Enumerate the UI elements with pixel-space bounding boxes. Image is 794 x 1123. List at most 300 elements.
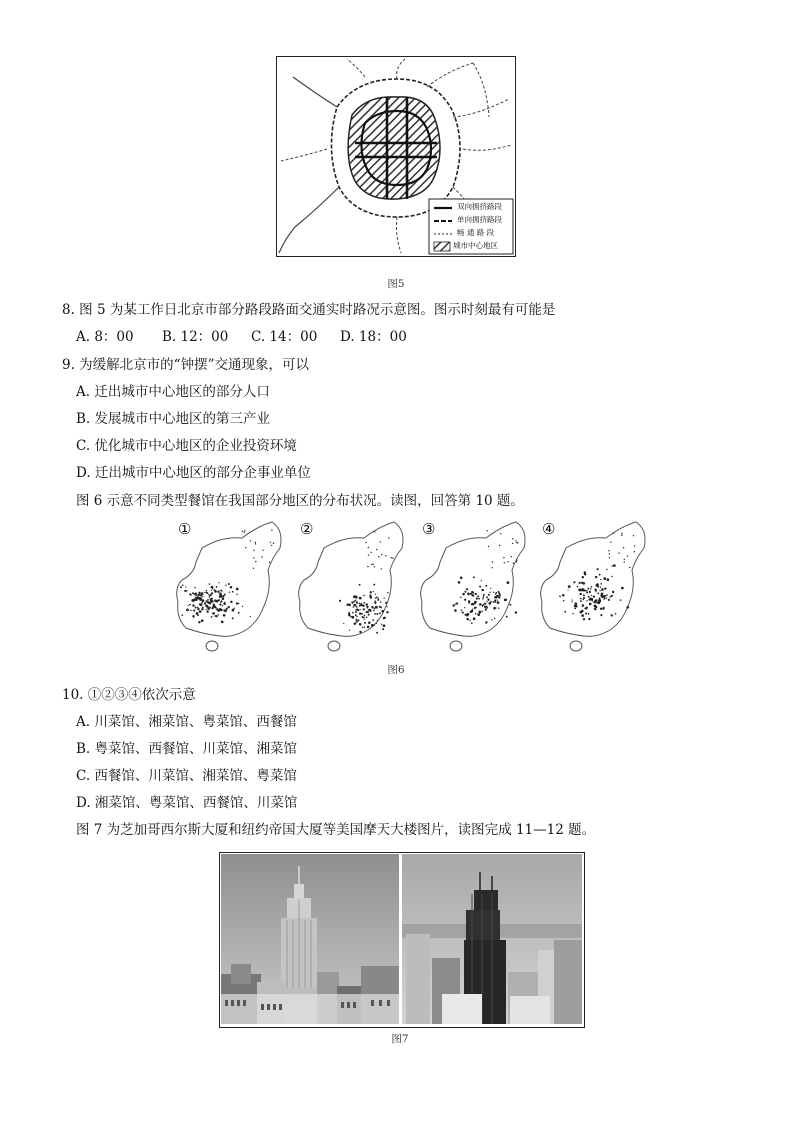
restaurant-dot: [509, 604, 511, 606]
restaurant-dot: [472, 603, 474, 605]
restaurant-dot: [588, 618, 590, 620]
restaurant-dot: [492, 561, 493, 562]
restaurant-dot: [609, 557, 610, 558]
restaurant-dot: [595, 606, 598, 609]
restaurant-dot: [568, 589, 569, 590]
restaurant-dot: [474, 601, 477, 604]
restaurant-dot: [220, 594, 222, 596]
restaurant-dot: [583, 618, 585, 620]
restaurant-dot: [373, 584, 375, 586]
restaurant-dot: [388, 537, 389, 538]
restaurant-dot: [360, 609, 361, 610]
restaurant-dot: [355, 596, 357, 598]
restaurant-dot: [219, 603, 221, 605]
restaurant-dot: [462, 593, 465, 596]
restaurant-dot: [379, 606, 381, 608]
restaurant-dot: [503, 557, 504, 558]
restaurant-dot: [363, 608, 365, 610]
restaurant-dot: [464, 591, 466, 593]
restaurant-dot: [223, 603, 226, 606]
restaurant-dot: [236, 602, 238, 604]
restaurant-dot: [216, 586, 218, 588]
restaurant-dot: [365, 611, 367, 613]
restaurant-dot: [385, 555, 386, 556]
restaurant-dot: [504, 562, 505, 563]
restaurant-dot: [600, 608, 602, 610]
restaurant-dot: [369, 596, 372, 599]
restaurant-dot: [486, 606, 487, 607]
restaurant-dot: [611, 614, 613, 616]
restaurant-dot: [482, 598, 484, 600]
restaurant-dot: [381, 554, 382, 555]
restaurant-dot: [609, 596, 611, 598]
restaurant-dot: [597, 602, 599, 604]
restaurant-dot: [196, 612, 199, 615]
restaurant-dot: [208, 594, 209, 595]
restaurant-dot: [373, 610, 375, 612]
restaurant-dot: [192, 604, 194, 606]
restaurant-dot: [212, 588, 213, 589]
restaurant-dot: [586, 592, 588, 594]
restaurant-dot: [222, 597, 225, 600]
restaurant-dot: [578, 582, 580, 584]
restaurant-dot: [498, 591, 500, 593]
restaurant-dot: [368, 554, 369, 555]
restaurant-dot: [582, 576, 584, 578]
restaurant-dot: [485, 621, 487, 623]
restaurant-dot: [181, 614, 183, 616]
restaurant-dot: [477, 595, 479, 597]
restaurant-dot: [230, 601, 232, 603]
restaurant-dot: [193, 610, 195, 612]
restaurant-dot: [478, 598, 480, 600]
restaurant-dot: [621, 587, 624, 590]
restaurant-dot: [360, 603, 362, 605]
restaurant-dot: [507, 561, 508, 562]
restaurant-dot: [600, 614, 602, 616]
restaurant-dot: [481, 580, 482, 581]
restaurant-dot: [454, 609, 457, 612]
restaurant-dot: [583, 597, 585, 599]
restaurant-dot: [378, 598, 379, 599]
restaurant-dot: [376, 597, 378, 599]
restaurant-dot: [366, 607, 368, 609]
restaurant-dot: [611, 576, 612, 577]
restaurant-dot: [490, 588, 491, 589]
restaurant-dot: [387, 592, 388, 593]
restaurant-dot: [196, 597, 199, 600]
restaurant-dot: [505, 599, 507, 601]
restaurant-dot: [218, 614, 219, 615]
restaurant-dot: [375, 593, 376, 594]
restaurant-dot: [362, 605, 364, 607]
restaurant-dot: [195, 607, 197, 609]
restaurant-dot: [599, 590, 600, 591]
restaurant-dot: [373, 591, 374, 592]
restaurant-dot: [362, 627, 363, 628]
restaurant-dot: [458, 581, 461, 584]
restaurant-dot: [575, 605, 577, 607]
restaurant-dot: [352, 616, 355, 619]
restaurant-dot: [460, 597, 462, 599]
restaurant-dot: [609, 553, 610, 554]
restaurant-dot: [365, 542, 366, 543]
china-map-4: [536, 518, 654, 656]
restaurant-dot: [621, 533, 622, 534]
restaurant-dot: [198, 621, 200, 623]
restaurant-dot: [634, 551, 635, 552]
restaurant-dot: [615, 613, 617, 615]
restaurant-dot: [599, 574, 601, 576]
restaurant-dot: [603, 577, 606, 580]
restaurant-dot: [209, 607, 211, 609]
restaurant-dot: [236, 594, 237, 595]
restaurant-dot: [356, 601, 358, 603]
q10-option-c: C. 西餐馆、川菜馆、湘菜馆、粤菜馆: [76, 768, 297, 784]
restaurant-dot: [202, 596, 203, 597]
restaurant-dot: [581, 610, 584, 613]
question-9-stem: 9. 为缓解北京市的“钟摆”交通现象，可以: [62, 357, 309, 373]
restaurant-dot: [190, 609, 192, 611]
restaurant-dot: [627, 606, 630, 609]
restaurant-dot: [206, 609, 207, 610]
restaurant-dot: [600, 587, 601, 588]
restaurant-dot: [381, 568, 382, 569]
restaurant-dot: [374, 607, 376, 609]
restaurant-dot: [461, 609, 463, 611]
china-map-1: [172, 518, 290, 656]
figure-7-intro: 图 7 为芝加哥西尔斯大厦和纽约帝国大厦等美国摩天大楼图片，读图完成 11—12 题。: [76, 822, 596, 838]
restaurant-dot: [200, 603, 202, 605]
restaurant-dot: [494, 618, 495, 619]
restaurant-dot: [211, 586, 214, 589]
restaurant-dot: [193, 593, 194, 594]
restaurant-dot: [384, 598, 385, 599]
q8-option-d: D. 18：00: [340, 329, 407, 345]
restaurant-dot: [370, 552, 371, 553]
restaurant-dot: [214, 613, 215, 614]
restaurant-dot: [386, 611, 388, 613]
q10-option-d: D. 湘菜馆、粤菜馆、西餐馆、川菜馆: [76, 795, 298, 811]
restaurant-dot: [348, 603, 351, 606]
restaurant-dot: [562, 594, 565, 597]
restaurant-dot: [214, 590, 217, 593]
restaurant-dot: [244, 530, 245, 531]
restaurant-dot: [494, 601, 496, 603]
restaurant-dot: [499, 593, 501, 595]
restaurant-dot: [211, 590, 212, 591]
restaurant-dot: [580, 593, 582, 595]
restaurant-dot: [261, 556, 262, 557]
restaurant-dot: [600, 594, 603, 597]
restaurant-dot: [601, 588, 603, 590]
restaurant-dot: [564, 611, 566, 613]
restaurant-dot: [484, 603, 486, 605]
restaurant-dot: [371, 606, 373, 608]
restaurant-dot: [204, 592, 205, 593]
restaurant-dot: [499, 545, 500, 546]
q9-option-c: C. 优化城市中心地区的企业投资环境: [76, 438, 297, 454]
restaurant-dot: [220, 601, 221, 602]
restaurant-dot: [371, 624, 374, 627]
restaurant-dot: [589, 603, 592, 606]
restaurant-dot: [498, 596, 500, 598]
restaurant-dot: [224, 594, 226, 596]
restaurant-dot: [516, 561, 517, 562]
restaurant-dot: [591, 586, 593, 588]
restaurant-dot: [182, 584, 184, 586]
restaurant-dot: [613, 564, 616, 567]
restaurant-dot: [250, 540, 251, 541]
restaurant-dot: [188, 605, 189, 606]
restaurant-dot: [597, 593, 599, 595]
restaurant-dot: [577, 586, 579, 588]
restaurant-dot: [488, 602, 491, 605]
restaurant-dot: [206, 600, 208, 602]
restaurant-dot: [364, 626, 365, 627]
restaurant-dot: [224, 610, 227, 613]
restaurant-dot: [493, 592, 494, 593]
restaurant-dot: [600, 579, 601, 580]
restaurant-dot: [624, 561, 625, 562]
restaurant-dot: [353, 604, 356, 607]
restaurant-dot: [207, 611, 209, 613]
restaurant-dot: [586, 600, 587, 601]
restaurant-dot: [618, 553, 619, 554]
restaurant-dot: [589, 591, 591, 593]
restaurant-dot: [202, 607, 204, 609]
restaurant-dot: [374, 566, 375, 567]
restaurant-dot: [354, 600, 356, 602]
restaurant-dot: [475, 613, 477, 615]
restaurant-dot: [471, 594, 473, 596]
restaurant-dot: [377, 620, 378, 621]
restaurant-dot: [374, 602, 376, 604]
restaurant-dot: [359, 584, 361, 586]
restaurant-dot: [354, 623, 356, 625]
restaurant-dot: [366, 617, 368, 619]
restaurant-dot: [492, 567, 493, 568]
restaurant-dot: [594, 589, 597, 592]
restaurant-dot: [620, 599, 622, 601]
restaurant-dot: [466, 614, 468, 616]
restaurant-dot: [623, 547, 624, 548]
restaurant-dot: [376, 549, 377, 550]
restaurant-dot: [482, 605, 484, 607]
restaurant-dot: [370, 591, 372, 593]
restaurant-dot: [580, 600, 582, 602]
restaurant-dot: [221, 590, 223, 592]
q10-option-b: B. 粤菜馆、西餐馆、川菜馆、湘菜馆: [76, 741, 298, 757]
restaurant-dot: [201, 619, 204, 622]
restaurant-dot: [184, 590, 186, 592]
restaurant-dot: [517, 542, 518, 543]
restaurant-dot: [372, 619, 374, 621]
restaurant-dot: [186, 609, 189, 612]
photo-empire-state-building: [221, 854, 399, 1024]
restaurant-dot: [466, 588, 468, 590]
restaurant-dot: [599, 600, 602, 603]
restaurant-dot: [230, 586, 233, 589]
restaurant-dot: [232, 617, 234, 619]
restaurant-dot: [610, 541, 611, 542]
restaurant-dot: [368, 547, 369, 548]
restaurant-dot: [381, 624, 382, 625]
restaurant-dot: [455, 603, 457, 605]
restaurant-dot: [512, 538, 513, 539]
restaurant-dot: [479, 603, 482, 606]
restaurant-dot: [612, 565, 613, 566]
restaurant-dot: [383, 617, 385, 619]
restaurant-dot: [366, 606, 367, 607]
restaurant-dot: [369, 609, 371, 611]
restaurant-dot: [583, 594, 585, 596]
restaurant-dot: [358, 603, 360, 605]
restaurant-dot: [201, 599, 203, 601]
restaurant-dot: [493, 601, 495, 603]
restaurant-dot: [629, 567, 630, 568]
restaurant-dot: [364, 618, 365, 619]
q9-option-a: A. 迁出城市中心地区的部分人口: [76, 384, 270, 400]
restaurant-dot: [608, 599, 610, 601]
restaurant-dot: [571, 601, 572, 602]
restaurant-dot: [209, 583, 211, 585]
restaurant-dot: [486, 607, 488, 609]
restaurant-dot: [580, 598, 582, 600]
restaurant-dot: [273, 543, 274, 544]
restaurant-dot: [584, 573, 586, 575]
restaurant-dot: [378, 556, 379, 557]
restaurant-dot: [495, 607, 496, 608]
restaurant-dot: [359, 612, 361, 614]
restaurant-dot: [197, 607, 199, 609]
restaurant-dot: [348, 612, 350, 614]
figure-6-caption: 图6: [387, 664, 405, 676]
restaurant-dot: [352, 612, 354, 614]
restaurant-dot: [608, 550, 609, 551]
restaurant-dot: [359, 597, 362, 600]
restaurant-dot: [374, 613, 376, 615]
restaurant-dot: [238, 612, 240, 614]
restaurant-dot: [597, 586, 599, 588]
restaurant-dot: [605, 595, 606, 596]
restaurant-dot: [464, 607, 465, 608]
restaurant-dot: [484, 606, 486, 608]
map-label-1: ①: [178, 520, 192, 538]
restaurant-dot: [204, 602, 206, 604]
restaurant-dot: [253, 568, 254, 569]
restaurant-dot: [225, 585, 226, 586]
restaurant-dot: [597, 584, 599, 586]
restaurant-dot: [559, 595, 561, 597]
restaurant-dot: [597, 568, 599, 570]
figure-7-caption: 图7: [391, 1033, 409, 1045]
restaurant-dot: [197, 595, 198, 596]
restaurant-dot: [250, 616, 251, 617]
restaurant-dot: [238, 603, 239, 604]
restaurant-dot: [180, 586, 182, 588]
restaurant-dot: [391, 557, 392, 558]
restaurant-dot: [613, 533, 614, 534]
restaurant-dot: [229, 592, 230, 593]
restaurant-dot: [581, 614, 584, 617]
restaurant-dot: [583, 590, 585, 592]
photo-sears-tower: [402, 854, 582, 1024]
restaurant-dot: [452, 604, 454, 606]
restaurant-dot: [475, 593, 477, 595]
restaurant-dot: [367, 626, 370, 629]
figure-6-intro: 图 6 示意不同类型餐馆在我国部分地区的分布状况。读图，回答第 10 题。: [76, 493, 524, 509]
restaurant-dot: [571, 599, 572, 600]
restaurant-dot: [506, 616, 508, 618]
restaurant-dot: [485, 585, 487, 587]
restaurant-dot: [588, 596, 590, 598]
restaurant-dot: [624, 559, 625, 560]
restaurant-dot: [380, 601, 382, 603]
restaurant-dot: [255, 543, 256, 544]
restaurant-dot: [357, 619, 359, 621]
restaurant-dot: [270, 542, 271, 543]
restaurant-dot: [634, 545, 635, 546]
restaurant-dot: [193, 617, 194, 618]
china-map-3: [416, 518, 534, 656]
restaurant-dot: [195, 595, 196, 596]
restaurant-dot: [214, 615, 216, 617]
restaurant-dot: [590, 588, 592, 590]
restaurant-dot: [375, 597, 376, 598]
restaurant-dot: [633, 535, 634, 536]
restaurant-dot: [207, 599, 209, 601]
restaurant-dot: [198, 592, 200, 594]
restaurant-dot: [364, 622, 366, 624]
restaurant-dot: [385, 602, 387, 604]
restaurant-dot: [515, 611, 517, 613]
restaurant-dot: [233, 608, 235, 610]
restaurant-dot: [376, 623, 377, 624]
map-label-2: ②: [300, 520, 314, 538]
restaurant-dot: [365, 603, 367, 605]
q8-option-b: B. 12：00: [162, 329, 229, 345]
restaurant-dot: [189, 604, 191, 606]
q9-option-b: B. 发展城市中心地区的第三产业: [76, 411, 271, 427]
restaurant-dot: [375, 606, 378, 609]
restaurant-dot: [269, 562, 270, 563]
restaurant-dot: [488, 594, 490, 596]
restaurant-dot: [606, 598, 607, 599]
restaurant-dot: [380, 541, 381, 542]
restaurant-dot: [199, 594, 201, 596]
restaurant-dot: [216, 600, 219, 603]
restaurant-dot: [206, 590, 208, 592]
restaurant-dot: [477, 613, 480, 616]
legend-item-two-way: 双向拥挤路段: [457, 202, 502, 211]
restaurant-dot: [221, 621, 224, 624]
restaurant-dot: [383, 624, 386, 627]
restaurant-dot: [607, 578, 610, 581]
restaurant-dot: [359, 623, 362, 626]
restaurant-dot: [194, 598, 196, 600]
restaurant-dot: [222, 595, 224, 597]
restaurant-dot: [511, 556, 512, 557]
restaurant-dot: [473, 576, 475, 578]
restaurant-dot: [586, 590, 588, 592]
restaurant-dot: [222, 605, 223, 606]
restaurant-dot: [605, 588, 607, 590]
restaurant-dot: [367, 566, 368, 567]
restaurant-dot: [349, 630, 350, 631]
restaurant-dot: [255, 542, 256, 543]
legend-item-smooth: 畅 通 路 段: [457, 228, 495, 237]
